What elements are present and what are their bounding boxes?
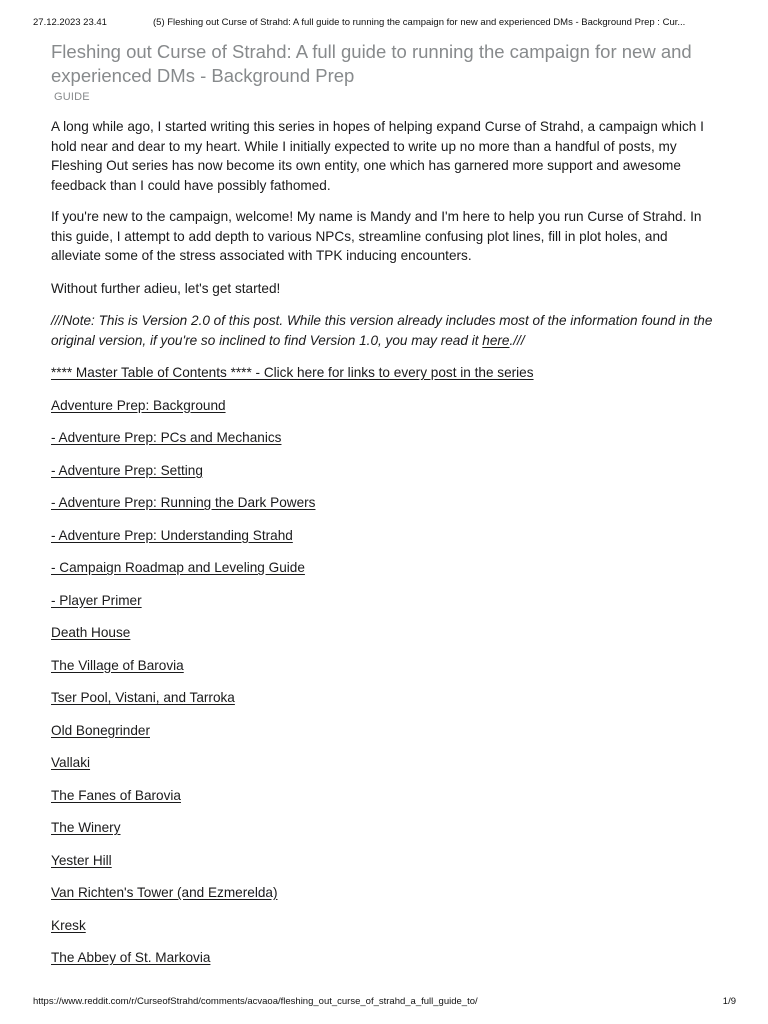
version-note bbox=[51, 311, 715, 350]
start-paragraph: Without further adieu, let's get started! bbox=[51, 280, 281, 296]
toc-item bbox=[51, 851, 715, 871]
toc-item bbox=[51, 818, 715, 838]
print-page-number: 1/9 bbox=[722, 996, 736, 1007]
toc-item bbox=[51, 493, 715, 513]
master-toc-link[interactable]: **** Master Table of Contents **** - Click here for links to every post in the series bbox=[51, 365, 534, 380]
print-page-title: (5) Fleshing out Curse of Strahd: A full guide to running the campaign for new and experienced DMs - Background Prep : Cur... bbox=[153, 17, 686, 28]
toc-link-vallaki[interactable]: Vallaki bbox=[51, 755, 91, 770]
intro-paragraph: A long while ago, I started writing this series in hopes of helping expand Curse of Strahd, a campaign which I hold near and dear to my heart. While I initially expected to write up no more than a handful of posts, my Fleshing Out series has now become its own entity, one which has garnered more support and awesome feedback than I could have possibly fathomed. bbox=[51, 119, 704, 193]
toc-link-abbey[interactable]: The Abbey of St. Markovia bbox=[51, 950, 211, 965]
toc-item bbox=[51, 623, 715, 643]
toc-item bbox=[51, 428, 715, 448]
toc-link-background[interactable]: Adventure Prep: Background bbox=[51, 397, 226, 413]
toc-link-winery[interactable]: The Winery bbox=[51, 820, 121, 835]
print-footer bbox=[33, 996, 736, 1010]
toc-item bbox=[51, 591, 715, 611]
print-url: https://www.reddit.com/r/CurseofStrahd/comments/acvaoa/fleshing_out_curse_of_strahd_a_full_guide_to/ bbox=[33, 996, 478, 1007]
toc-link-setting[interactable]: - Adventure Prep: Setting bbox=[51, 462, 203, 478]
print-timestamp: 27.12.2023 23.41 bbox=[33, 17, 107, 28]
post-content bbox=[51, 40, 715, 981]
toc-link-tser-pool[interactable]: Tser Pool, Vistani, and Tarroka bbox=[51, 690, 235, 705]
print-header bbox=[33, 17, 740, 31]
toc-item bbox=[51, 656, 715, 676]
post-title: Fleshing out Curse of Strahd: A full guide to running the campaign for new and experienced DMs - Background Prep bbox=[51, 41, 692, 86]
toc-item bbox=[51, 688, 715, 708]
toc-link-yester-hill[interactable]: Yester Hill bbox=[51, 852, 112, 868]
toc-item bbox=[51, 786, 715, 806]
toc-link-village-of-barovia[interactable]: The Village of Barovia bbox=[51, 657, 184, 673]
toc-link-roadmap[interactable]: - Campaign Roadmap and Leveling Guide bbox=[51, 560, 305, 575]
toc-link-van-richtens-tower[interactable]: Van Richten's Tower (and Ezmerelda) bbox=[51, 885, 278, 900]
table-of-contents bbox=[51, 363, 715, 968]
version-1-link[interactable]: here bbox=[482, 332, 510, 348]
toc-link-old-bonegrinder[interactable]: Old Bonegrinder bbox=[51, 722, 150, 738]
toc-link-dark-powers[interactable]: - Adventure Prep: Running the Dark Powers bbox=[51, 495, 316, 510]
toc-item bbox=[51, 396, 715, 416]
toc-link-fanes[interactable]: The Fanes of Barovia bbox=[51, 787, 181, 803]
toc-item bbox=[51, 948, 715, 968]
toc-item bbox=[51, 753, 715, 773]
toc-link-player-primer[interactable]: - Player Primer bbox=[51, 592, 142, 608]
toc-item bbox=[51, 526, 715, 546]
toc-item bbox=[51, 883, 715, 903]
version-note-suffix: ./// bbox=[509, 332, 525, 348]
toc-item bbox=[51, 363, 715, 383]
toc-link-pcs-mechanics[interactable]: - Adventure Prep: PCs and Mechanics bbox=[51, 430, 282, 445]
toc-item bbox=[51, 558, 715, 578]
toc-link-understanding-strahd[interactable]: - Adventure Prep: Understanding Strahd bbox=[51, 527, 293, 543]
toc-item bbox=[51, 461, 715, 481]
toc-link-kresk[interactable]: Kresk bbox=[51, 917, 86, 933]
welcome-paragraph: If you're new to the campaign, welcome! My name is Mandy and I'm here to help you run Curse of Strahd. In this guide, I attempt to add depth to various NPCs, streamline confusing plot lines, fill in plot holes, and alleviate some of the stress associated with TPK inducing encounters. bbox=[51, 209, 702, 263]
version-note-text: ///Note: This is Version 2.0 of this post. While this version already includes most of the information found in the original version, if you're so inclined to find Version 1.0, you may read it bbox=[51, 313, 713, 348]
toc-item bbox=[51, 721, 715, 741]
toc-link-death-house[interactable]: Death House bbox=[51, 625, 131, 640]
post-flair[interactable]: GUIDE bbox=[54, 91, 90, 103]
toc-item bbox=[51, 916, 715, 936]
